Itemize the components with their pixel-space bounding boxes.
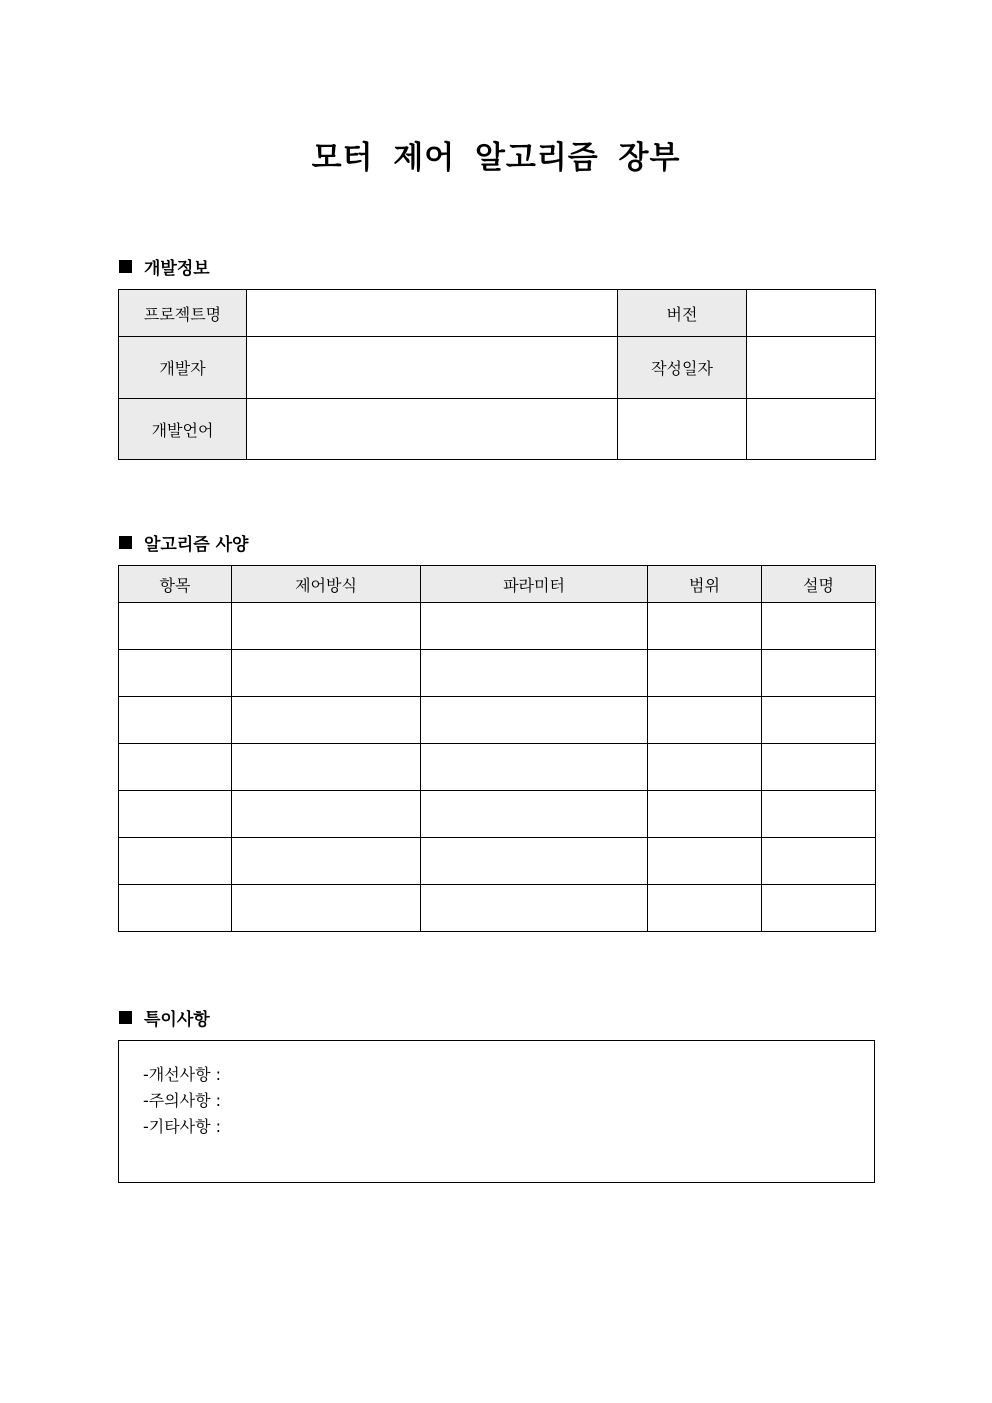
parameter-cell[interactable] [421,744,648,791]
table-row [119,650,876,697]
header-control-method: 제어방식 [232,566,421,603]
dev-info-heading [119,254,210,279]
language-cell[interactable] [247,399,618,460]
table-row [119,744,876,791]
table-row [119,697,876,744]
date-cell[interactable] [747,337,876,399]
table-row [119,885,876,932]
range-cell[interactable] [648,791,762,838]
item-cell[interactable] [119,650,232,697]
parameter-cell[interactable] [421,650,648,697]
range-cell[interactable] [648,885,762,932]
table-row [119,603,876,650]
parameter-cell[interactable] [421,838,648,885]
control-method-cell[interactable] [232,885,421,932]
description-cell[interactable] [762,885,876,932]
square-bullet-icon [119,1011,132,1024]
document-title: 모터 제어 알고리즘 장부 [311,140,681,176]
date-label: 작성일자 [618,337,747,399]
square-bullet-icon [119,536,132,549]
description-cell[interactable] [762,650,876,697]
range-cell[interactable] [648,603,762,650]
version-label: 버전 [618,290,747,337]
control-method-cell[interactable] [232,650,421,697]
note-cautions: -주의사항 : [143,1091,222,1110]
control-method-cell[interactable] [232,744,421,791]
parameter-cell[interactable] [421,791,648,838]
algo-spec-heading-text: 알고리즘 사양 [144,535,249,555]
project-name-label: 프로젝트명 [119,290,247,337]
description-cell[interactable] [762,603,876,650]
range-cell[interactable] [648,650,762,697]
parameter-cell[interactable] [421,603,648,650]
notes-box[interactable] [118,1040,875,1183]
item-cell[interactable] [119,791,232,838]
parameter-cell[interactable] [421,697,648,744]
algo-spec-body [119,603,876,932]
project-name-cell[interactable] [247,290,618,337]
square-bullet-icon [119,260,132,273]
header-parameter: 파라미터 [421,566,648,603]
range-cell[interactable] [648,744,762,791]
range-cell[interactable] [648,838,762,885]
developer-label: 개발자 [119,337,247,399]
range-cell[interactable] [648,697,762,744]
description-cell[interactable] [762,744,876,791]
header-description: 설명 [762,566,876,603]
control-method-cell[interactable] [232,838,421,885]
developer-cell[interactable] [247,337,618,399]
language-label: 개발언어 [119,399,247,460]
item-cell[interactable] [119,885,232,932]
table-row [119,791,876,838]
header-item: 항목 [119,566,232,603]
note-improvements: -개선사항 : [143,1065,222,1084]
dev-info-table [118,289,876,460]
version-cell[interactable] [747,290,876,337]
item-cell[interactable] [119,697,232,744]
description-cell[interactable] [762,791,876,838]
item-cell[interactable] [119,744,232,791]
extra-cell-2[interactable] [747,399,876,460]
description-cell[interactable] [762,697,876,744]
control-method-cell[interactable] [232,697,421,744]
extra-cell-1[interactable] [618,399,747,460]
dev-info-heading-text: 개발정보 [144,259,210,279]
note-others: -기타사항 : [143,1117,222,1136]
item-cell[interactable] [119,838,232,885]
algo-spec-table [118,565,876,932]
table-row [119,838,876,885]
header-range: 범위 [648,566,762,603]
item-cell[interactable] [119,603,232,650]
control-method-cell[interactable] [232,791,421,838]
control-method-cell[interactable] [232,603,421,650]
algo-spec-heading [119,530,248,555]
notes-heading [119,1005,210,1030]
description-cell[interactable] [762,838,876,885]
parameter-cell[interactable] [421,885,648,932]
notes-heading-text: 특이사항 [144,1010,210,1030]
